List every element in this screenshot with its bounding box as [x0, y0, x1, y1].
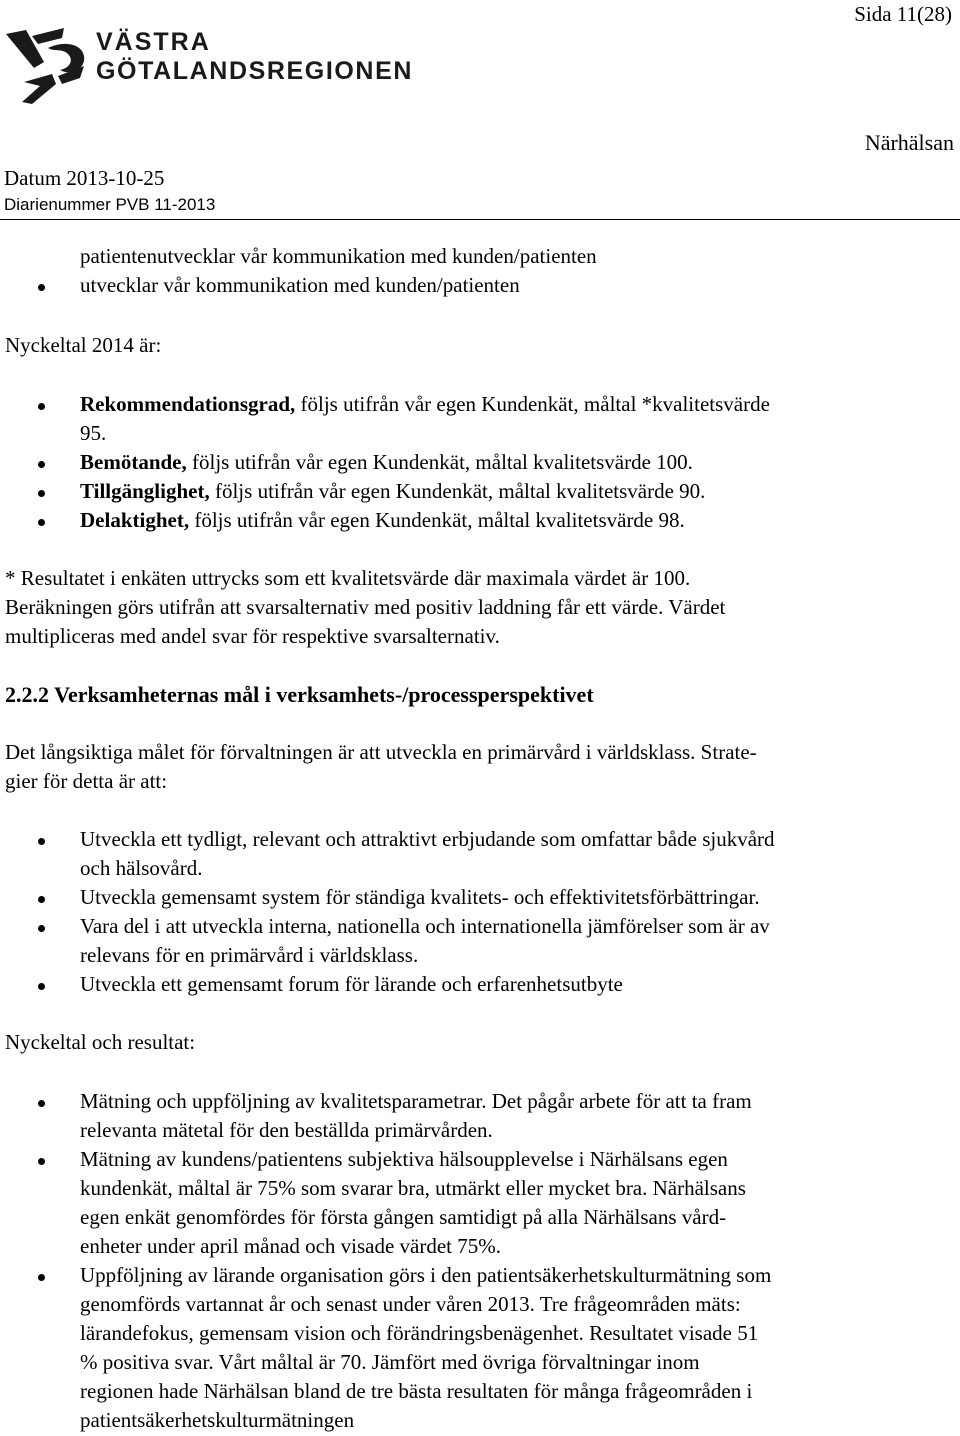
- list-item: Tillgänglighet, följs utifrån vår egen Kundenkät, måltal kvalitetsvärde 90.: [80, 479, 706, 503]
- logo-line-2: GÖTALANDSREGIONEN: [96, 57, 414, 85]
- list-item-continuation: egen enkät genomfördes för första gången samtidigt på alla Närhälsans vård-: [80, 1205, 727, 1229]
- header-divider: [0, 219, 960, 220]
- list-item-continuation: kundenkät, måltal är 75% som svarar bra, utmärkt eller mycket bra. Närhälsans: [80, 1176, 746, 1200]
- bullet-icon: [38, 490, 45, 497]
- logo-line-1: VÄSTRA: [96, 28, 211, 56]
- section-intro-line: Det långsiktiga målet för förvaltningen är att utveckla en primärvård i världsklass. Strate-: [5, 740, 757, 764]
- list-item: utvecklar vår kommunikation med kunden/patienten: [80, 273, 520, 297]
- list-item: Mätning av kundens/patientens subjektiva hälsoupplevelse i Närhälsans egen: [80, 1147, 728, 1171]
- list-item: Utveckla gemensamt system för ständiga kvalitets- och effektivitetsförbättringar.: [80, 885, 760, 909]
- list-item: Delaktighet, följs utifrån vår egen Kundenkät, måltal kvalitetsvärde 98.: [80, 508, 685, 532]
- vastra-gotalandsregionen-logo: [4, 26, 414, 110]
- list-item: Utveckla ett gemensamt forum för lärande och erfarenhetsutbyte: [80, 972, 623, 996]
- list-item-continuation: och hälsovård.: [80, 856, 203, 880]
- bullet-icon: [38, 925, 45, 932]
- list-item-continuation: relevanta mätetal för den beställda primärvården.: [80, 1118, 493, 1142]
- list-item: Rekommendationsgrad, följs utifrån vår egen Kundenkät, måltal *kvalitetsvärde: [80, 392, 770, 416]
- list-item-continuation: enheter under april månad och visade värdet 75%.: [80, 1234, 501, 1258]
- page-number: Sida 11(28): [854, 2, 952, 26]
- list-item-continuation: relevans för en primärvård i världsklass.: [80, 943, 419, 967]
- document-date: Datum 2013-10-25: [4, 166, 165, 190]
- bullet-icon: [38, 1274, 45, 1281]
- bullet-icon: [38, 983, 45, 990]
- section-intro-line: gier för detta är att:: [5, 769, 168, 793]
- list-item: Uppföljning av lärande organisation görs i den patientsäkerhetskulturmätning som: [80, 1263, 772, 1287]
- section-heading: 2.2.2 Verksamheternas mål i verksamhets-/processperspektivet: [5, 682, 594, 707]
- bullet-icon: [38, 461, 45, 468]
- bullet-icon: [38, 838, 45, 845]
- list-item-continuation: regionen hade Närhälsan bland de tre bästa resultaten för många frågeområden i: [80, 1379, 753, 1403]
- list-item: Bemötande, följs utifrån vår egen Kundenkät, måltal kvalitetsvärde 100.: [80, 450, 693, 474]
- list-item-continuation: lärandefokus, gemensam vision och förändringsbenägenhet. Resultatet visade 51: [80, 1321, 759, 1345]
- results-title: Nyckeltal och resultat:: [5, 1030, 196, 1054]
- list-item-continuation: % positiva svar. Vårt måltal är 70. Jämfört med övriga förvaltningar inom: [80, 1350, 700, 1374]
- kpi-title: Nyckeltal 2014 är:: [5, 333, 162, 357]
- bullet-icon: [38, 284, 45, 291]
- list-item-continuation: patientsäkerhetskulturmätningen: [80, 1408, 355, 1432]
- bullet-icon: [38, 896, 45, 903]
- footnote-line: multipliceras med andel svar för respektive svarsalternativ.: [5, 624, 500, 648]
- bullet-icon: [38, 403, 45, 410]
- diary-number: Diarienummer PVB 11-2013: [4, 195, 216, 214]
- bullet-icon: [38, 519, 45, 526]
- bullet-icon: [38, 1158, 45, 1165]
- list-item: Vara del i att utveckla interna, nationella och internationella jämförelser som är av: [80, 914, 770, 938]
- unit-name: Närhälsan: [864, 130, 954, 155]
- list-item-continuation: genomförds vartannat år och senast under våren 2013. Tre frågeområden mäts:: [80, 1292, 741, 1316]
- list-item-continuation: 95.: [80, 421, 107, 445]
- footnote-line: Beräkningen görs utifrån att svarsalternativ med positiv laddning får ett värde. Värdet: [5, 595, 726, 619]
- list-item: Utveckla ett tydligt, relevant och attraktivt erbjudande som omfattar både sjukvård: [80, 827, 775, 851]
- bullet-icon: [38, 1100, 45, 1107]
- list-item: Mätning och uppföljning av kvalitetsparametrar. Det pågår arbete för att ta fram: [80, 1089, 752, 1113]
- region-emblem-icon: [4, 26, 90, 106]
- list-item: patientenutvecklar vår kommunikation med kunden/patienten: [80, 244, 597, 268]
- footnote-line: * Resultatet i enkäten uttrycks som ett kvalitetsvärde där maximala värdet är 100.: [5, 566, 691, 590]
